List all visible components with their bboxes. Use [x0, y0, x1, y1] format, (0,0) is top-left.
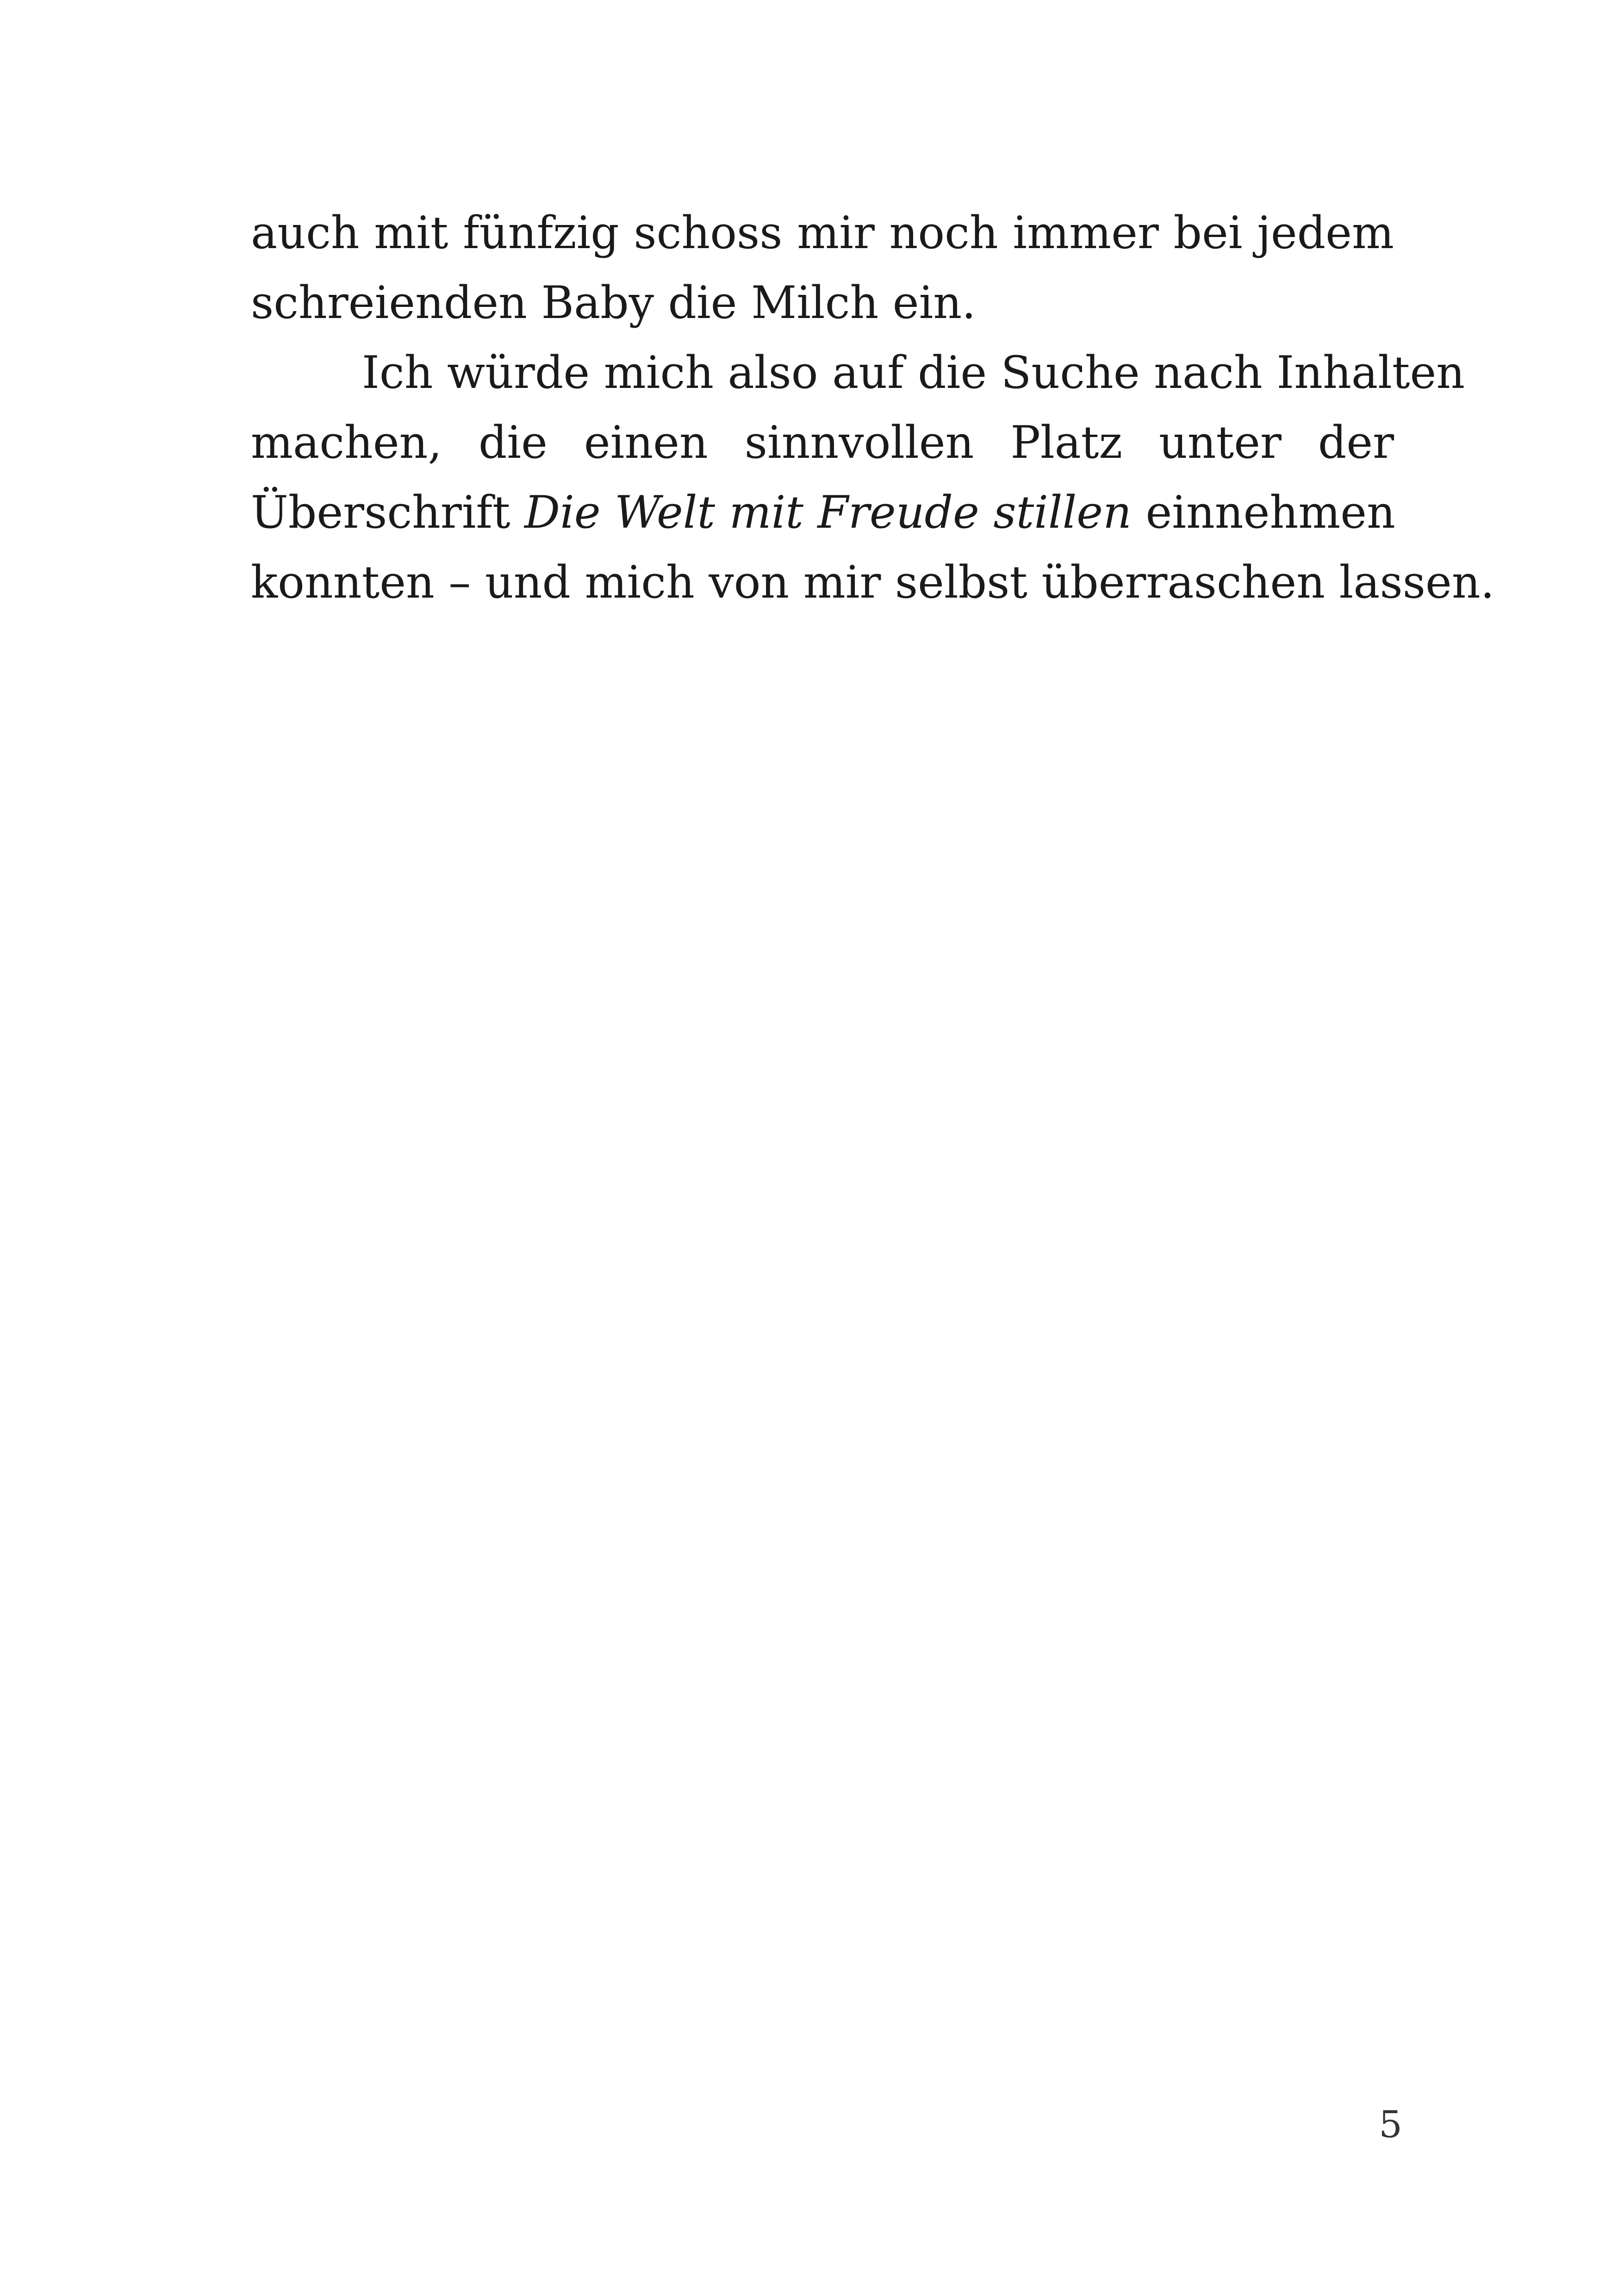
text-line: auch mit fünfzig schoss mir noch immer bei jedem	[251, 207, 1394, 259]
text-line-with-title	[251, 478, 1394, 548]
text-line: schreienden Baby die Milch ein.	[251, 277, 976, 329]
text-line: Ich würde mich also auf die Suche nach Inhalten	[362, 347, 1465, 399]
paragraph	[251, 338, 1495, 618]
text-fragment: Überschrift	[251, 487, 510, 538]
italic-title: Die Welt mit Freude stillen	[524, 487, 1132, 538]
body-text	[251, 198, 1495, 618]
text-line: machen, die einen sinnvollen Platz unter der	[251, 417, 1394, 468]
page-number: 5	[1379, 2103, 1402, 2146]
paragraph	[251, 198, 1394, 338]
text-line: konnten – und mich von mir selbst überraschen lassen.	[251, 556, 1495, 608]
text-fragment: einnehmen	[1145, 487, 1395, 538]
